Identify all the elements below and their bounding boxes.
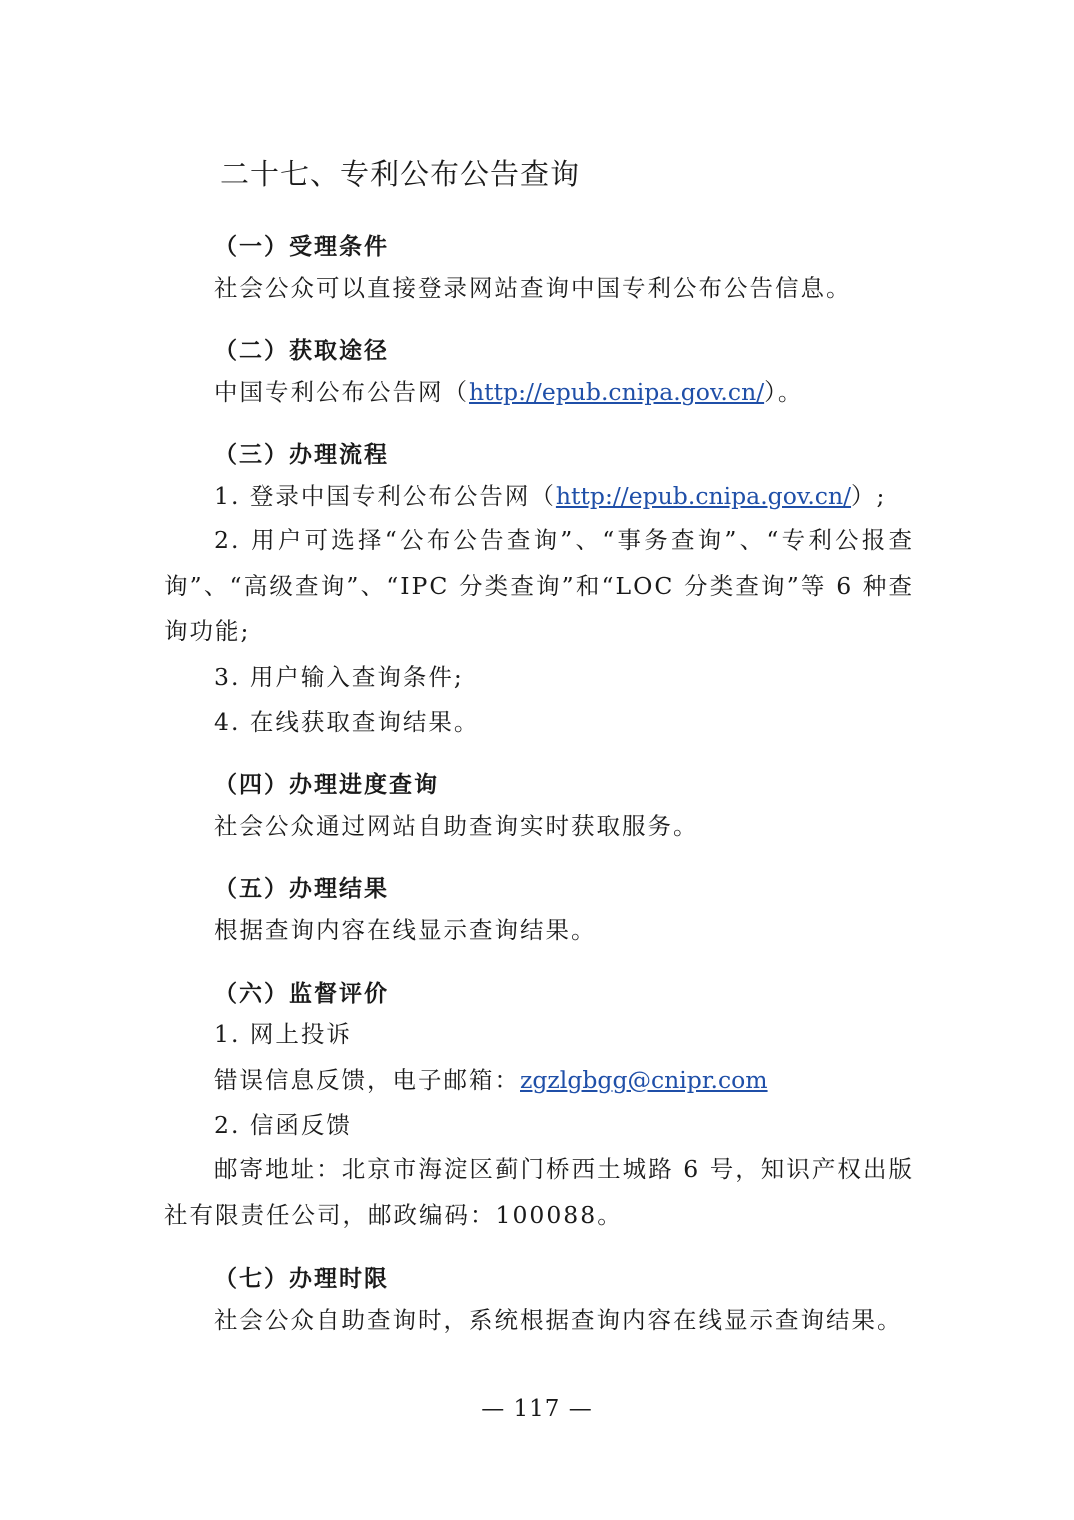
step1-epub-link[interactable]: http://epub.cnipa.gov.cn/ [555, 482, 852, 510]
epub-link[interactable]: http://epub.cnipa.gov.cn/ [469, 378, 765, 406]
feedback-item-1: 1. 网上投诉 [214, 1020, 352, 1048]
mailing-address: 邮寄地址：北京市海淀区蓟门桥西土城路 6 号，知识产权出版社有限责任公司，邮政编码：100088。 [164, 1155, 914, 1229]
section-body-2 [214, 375, 803, 409]
feedback-email-line [214, 1063, 768, 1097]
section-heading-6: （六）监督评价 [214, 981, 389, 1007]
page-number: — 117 — [481, 1396, 593, 1422]
section-body-4: 社会公众通过网站自助查询实时获取服务。 [214, 812, 699, 840]
section-heading-4: （四）办理进度查询 [214, 772, 439, 798]
access-prefix: 中国专利公布公告网（ [214, 378, 469, 406]
section-heading-2: （二）获取途径 [214, 338, 389, 364]
feedback-email-link[interactable]: zgzlgbgg@cnipr.com [520, 1066, 768, 1094]
section-body-7: 社会公众自助查询时，系统根据查询内容在线显示查询结果。 [214, 1306, 903, 1334]
section-body-5: 根据查询内容在线显示查询结果。 [214, 916, 597, 944]
email-prefix: 错误信息反馈，电子邮箱： [214, 1066, 520, 1094]
step1-prefix: 1. 登录中国专利公布公告网（ [214, 482, 556, 510]
process-step-2: 2. 用户可选择“公布公告查询”、“事务查询”、“专利公报查询”、“高级查询”、“IPC 分类查询”和“LOC 分类查询”等 6 种查询功能; [164, 526, 914, 645]
section-heading-7: （七）办理时限 [214, 1266, 389, 1292]
step1-suffix: ）; [851, 482, 887, 510]
section-heading-5: （五）办理结果 [214, 876, 389, 902]
process-step-1 [214, 479, 886, 513]
access-suffix: ）。 [764, 378, 804, 406]
page-title: 二十七、专利公布公告查询 [220, 157, 581, 191]
section-heading-1: （一）受理条件 [214, 234, 389, 260]
feedback-item-2: 2. 信函反馈 [214, 1111, 352, 1139]
section-heading-3: （三）办理流程 [214, 442, 389, 468]
process-step-4: 4. 在线获取查询结果。 [214, 708, 480, 736]
section-body-1: 社会公众可以直接登录网站查询中国专利公布公告信息。 [214, 274, 852, 302]
process-step-3: 3. 用户输入查询条件; [214, 663, 464, 691]
